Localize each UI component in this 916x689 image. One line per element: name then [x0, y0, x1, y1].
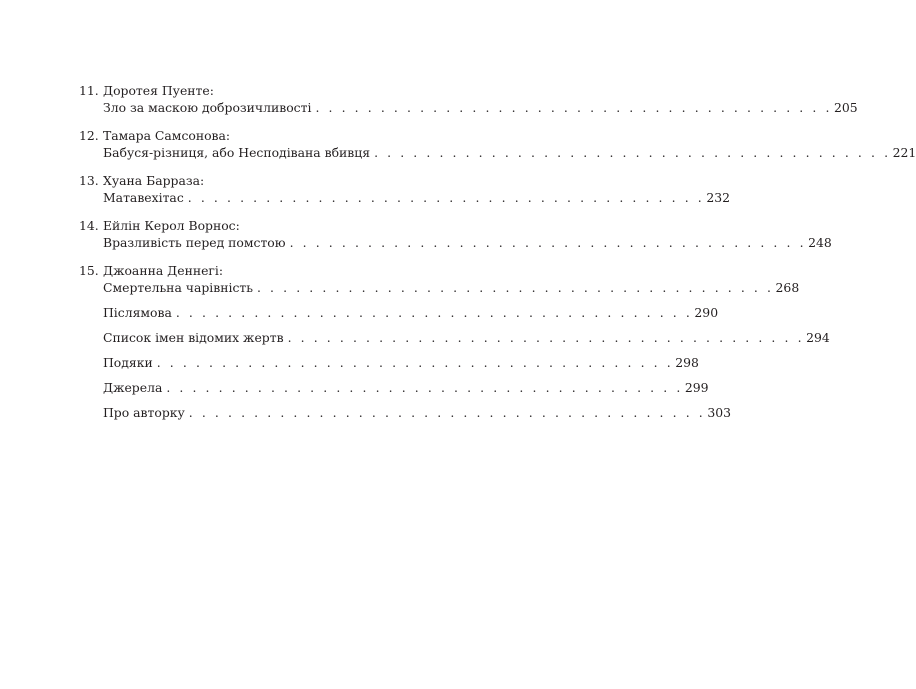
- page-number: 232: [706, 190, 730, 205]
- chapter-number: 12.: [79, 128, 99, 143]
- leader-dots: . . . . . . . . . . . . . . . . . . . . . . . . . . . . . . . . . . . . . . . .: [289, 235, 807, 250]
- chapter-subtitle: Смертельна чарівність: [103, 280, 253, 295]
- leader-dots: . . . . . . . . . . . . . . . . . . . . . . . . . . . . . . . . . . . . . . . .: [287, 330, 805, 345]
- toc-entry-13[interactable]: [79, 172, 730, 206]
- toc-entry-sources[interactable]: [103, 379, 709, 396]
- page-number: 268: [775, 280, 800, 295]
- chapter-number: 13.: [79, 173, 99, 188]
- leader-dots: . . . . . . . . . . . . . . . . . . . . . . . . . . . . . . . . . . . . . . . .: [175, 305, 693, 320]
- entry-label: Список імен відомих жертв: [103, 330, 284, 345]
- chapter-subtitle: Зло за маскою доброзичливості: [103, 100, 312, 115]
- toc-entry-12[interactable]: [79, 127, 916, 161]
- page-number: 299: [684, 380, 709, 395]
- chapter-title: Джоанна Деннегі:: [103, 263, 224, 278]
- back-matter-list: [79, 304, 830, 421]
- toc-entry-11[interactable]: [79, 82, 858, 116]
- chapter-subtitle: Бабуся-різниця, або Несподівана вбивця: [103, 145, 371, 160]
- leader-dots: . . . . . . . . . . . . . . . . . . . . . . . . . . . . . . . . . . . . . . . .: [187, 190, 705, 205]
- chapter-title: Хуана Барраза:: [103, 173, 205, 188]
- page-number: 298: [675, 355, 699, 370]
- toc-entry-acknowledgements[interactable]: [103, 354, 699, 371]
- leader-dots: . . . . . . . . . . . . . . . . . . . . . . . . . . . . . . . . . . . . . . . .: [374, 145, 891, 160]
- page-number: 303: [707, 405, 731, 420]
- table-of-contents: [79, 82, 916, 421]
- toc-entry-afterword[interactable]: [103, 304, 719, 321]
- entry-label: Джерела: [103, 380, 163, 395]
- leader-dots: . . . . . . . . . . . . . . . . . . . . . . . . . . . . . . . . . . . . . . . .: [256, 280, 774, 295]
- page-number: 290: [694, 305, 719, 320]
- chapter-subtitle: Вразливість перед помстою: [103, 235, 286, 250]
- leader-dots: . . . . . . . . . . . . . . . . . . . . . . . . . . . . . . . . . . . . . . . .: [188, 405, 706, 420]
- chapter-title: Тамара Самсонова:: [103, 128, 231, 143]
- page-number: 294: [806, 330, 830, 345]
- page-number: 248: [808, 235, 832, 250]
- toc-entry-victims-list[interactable]: [103, 329, 830, 346]
- chapter-number: 14.: [79, 218, 99, 233]
- page-number: 205: [834, 100, 858, 115]
- leader-dots: . . . . . . . . . . . . . . . . . . . . . . . . . . . . . . . . . . . . . . . .: [166, 380, 683, 395]
- chapter-number: 15.: [79, 263, 99, 278]
- entry-label: Подяки: [103, 355, 153, 370]
- entry-label: Про авторку: [103, 405, 185, 420]
- chapter-subtitle: Матавехітас: [103, 190, 184, 205]
- toc-entry-15[interactable]: [79, 262, 800, 296]
- leader-dots: . . . . . . . . . . . . . . . . . . . . . . . . . . . . . . . . . . . . . . . .: [315, 100, 833, 115]
- page-number: 221: [892, 145, 916, 160]
- toc-entry-14[interactable]: [79, 217, 832, 251]
- toc-entry-about-author[interactable]: [103, 404, 731, 421]
- entry-label: Післямова: [103, 305, 172, 320]
- leader-dots: . . . . . . . . . . . . . . . . . . . . . . . . . . . . . . . . . . . . . . . .: [156, 355, 674, 370]
- chapter-title: Ейлін Керол Ворнос:: [103, 218, 240, 233]
- chapter-number: 11.: [79, 83, 99, 98]
- chapter-title: Доротея Пуенте:: [103, 83, 214, 98]
